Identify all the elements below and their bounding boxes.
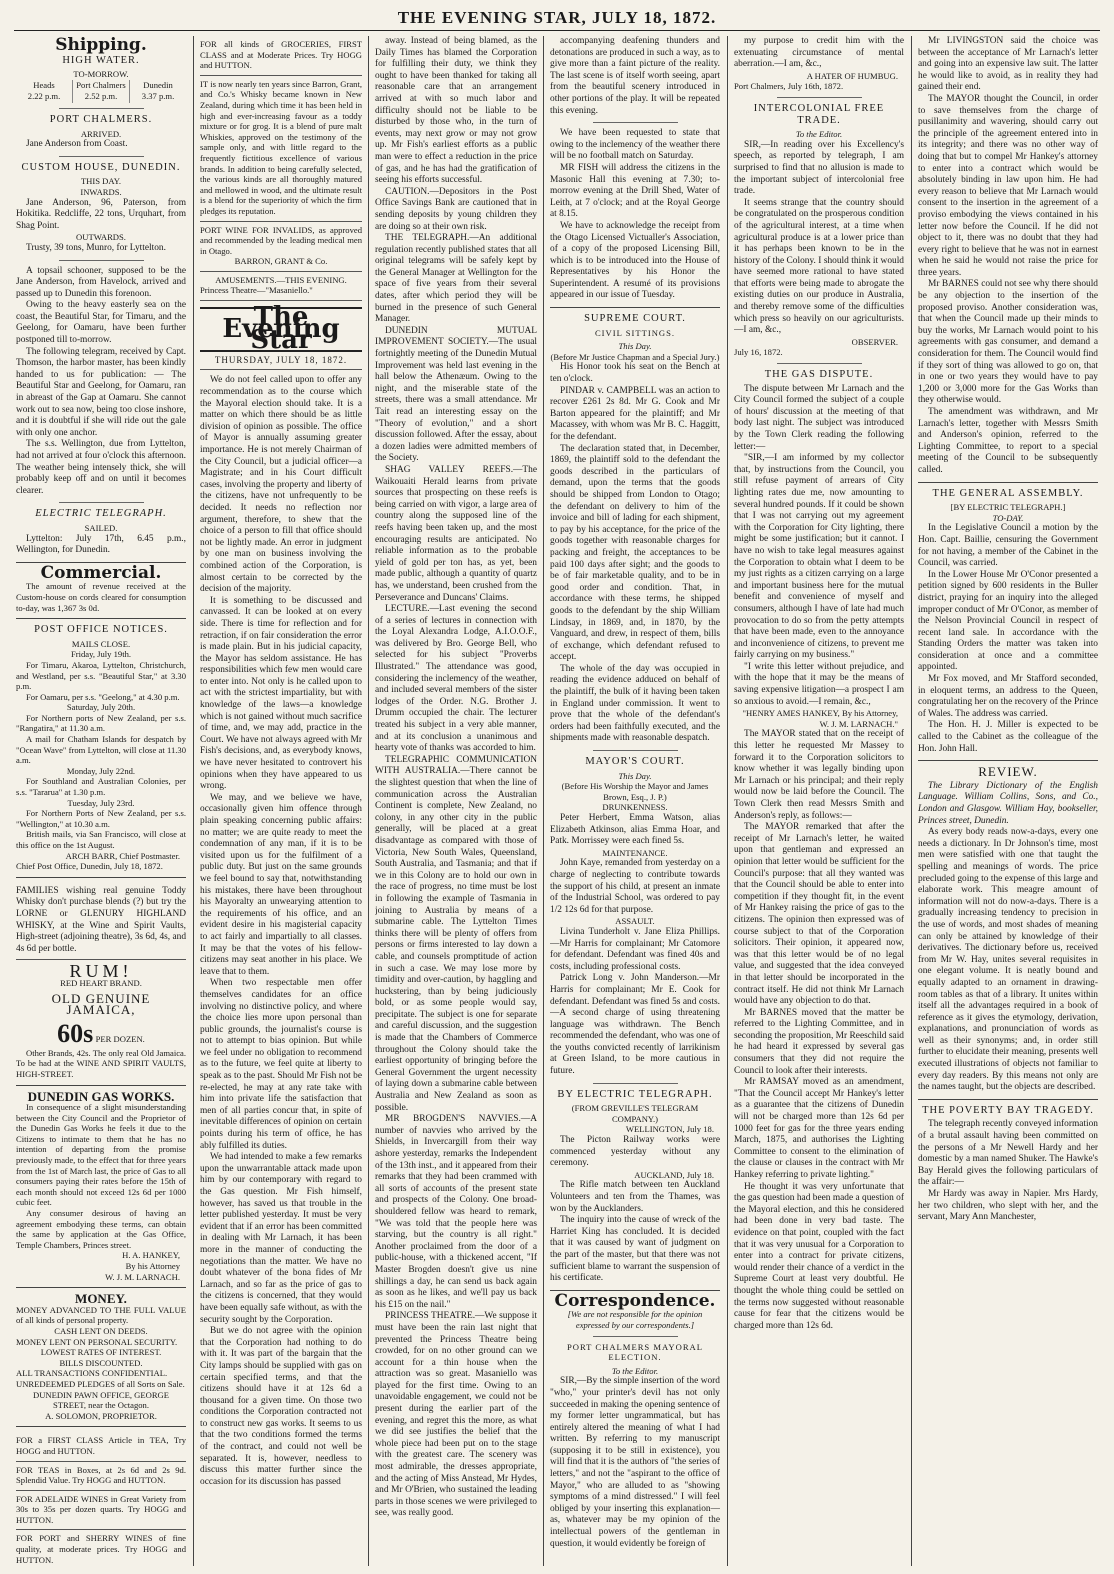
- money-line: MONEY ADVANCED TO THE FULL VALUE of all kinds of personal property.: [16, 1304, 186, 1326]
- greville-label: (FROM GREVILLE'S TELEGRAM COMPANY.): [571, 1103, 699, 1124]
- gas-dispute-signature: "HENRY AMES HANKEY, By his Attorney, W. J. M. LARNACH.": [742, 708, 898, 729]
- money-line: MONEY LENT ON PERSONAL SECURITY.: [16, 1336, 178, 1347]
- shipping-paragraph: A topsail schooner, supposed to be the Jane Anderson, from Havelock, arrived and passed up to Dunedin this forenoon.: [16, 265, 186, 299]
- inwards-label: INWARDS.: [80, 186, 122, 197]
- gas-works-text: In consequence of a slight misunderstanding between the City Council and the Proprietor of the Dunedin Gas Works he feels it due to the Citizens to intimate to them that he has no intention of departing from the promise previously made, to the effect that for three years from the 1st of March last, the price of Gas to all consumers paying their rates before the 15th of each month should not exceed 12s 6d per 1000 cubic feet.: [16, 1102, 186, 1208]
- news-paragraph: MR FISH will address the citizens in the Masonic Hall this evening at 7.30; to-morrow evening at the Drill Shed, Water of Leith, at 7 o'clock; and at the Royal George at 8.15.: [550, 162, 720, 220]
- news-paragraph: We have been requested to state that owing to the inclemency of the weather there will be no football match on Saturday.: [550, 128, 720, 162]
- column-rule: [193, 36, 194, 1566]
- news-paragraph: PRINCESS THEATRE.—We suppose it must have been the rain last night that prevented the Princess Theatre being crowded, for on no other ground can we account for a thin house when the attraction was so great. Masaniello was played for the first time. Owing to an unavoidable engagement, we could not be present during the earlier part of the evening, and regret this the more, as what we did see justifies the belief that the whole piece had been put on to the stage with the greatest care. The scenery was most admirable, the dresses appropriate, and the acting of Miss Anstead, Mr Hydes, and Mr O'Brien, who sustained the leading parts in those scenes we were privileged to see, was really good.: [375, 1311, 537, 1519]
- gas-works-heading: DUNEDIN GAS WORKS.: [27, 1088, 175, 1104]
- shipping-paragraph: Owing to the heavy easterly sea on the coast, the Beautiful Star, for Timaru, and the Geelong, for Oamaru, have been further postponed till to-morrow.: [16, 300, 186, 346]
- whisky-ad: IT is now nearly ten years since Barron, Grant, and Co.'s Whisky became known in New Zealand, during which time it has been held in high and ever-increasing favour as a toddy mixture or for grog. It is a blend of pure malt Whiskies, approved on the testimony of the sample only, and with little regard to the frequently fictitious excellence of various brands. In addition to being carefully selected, the various kinds are all thoroughly matured and mellowed in wood, and the ultimate result is a blend for the superiority of which the firm pledges its reputation.: [200, 76, 362, 222]
- mail-item: British mails, via San Francisco, will close at this office on the 1st August.: [16, 829, 186, 850]
- mail-item: A mail for Chatham Islands for despatch by "Ocean Wave" from Lyttelton, will close at 11.30 a.m.: [16, 734, 186, 766]
- mail-day: Friday, July 19th.: [70, 649, 132, 660]
- column-3: [375, 36, 537, 1566]
- money-line: CASH LENT ON DEEDS.: [54, 1325, 148, 1336]
- masthead: THE EVENING STAR, JULY 18, 1872.: [397, 8, 717, 27]
- amusements-heading: AMUSEMENTS.—THIS EVENING.: [215, 274, 347, 285]
- poverty-bay-heading: THE POVERTY BAY TRAGEDY.: [922, 1104, 1094, 1116]
- gas-dispute-paragraph: The MAYOR stated that on the receipt of this letter he requested Mr Massey to forward it to the Corporation solicitors to know whether it was legally binding upon Mr Larnach or his principal; and their reply would now be laid before the Council. The Town Clerk then read Messrs Smith and Anderson's reply, as follows:—: [734, 729, 904, 821]
- outwards-label: OUTWARDS.: [76, 232, 126, 243]
- port-chalmers-election-heading: PORT CHALMERS MAYORAL ELECTION.: [566, 1341, 704, 1363]
- sailed-label: SAILED.: [84, 522, 118, 533]
- mail-item: For Northern ports of New Zealand, per s.s. "Rangatira," at 11.30 a.m.: [16, 712, 186, 734]
- ic-text: SIR,—In reading over his Excellency's speech, as reported by telegraph, I am surprised to find that no allusion is made to the important subject of intercolonial free trade.: [734, 139, 904, 197]
- mail-item: For Oamaru, per s.s. "Geelong," at 4.30 p.m.: [26, 691, 180, 702]
- tide-heads: Heads 2.22 p.m.: [27, 79, 61, 102]
- gas-dispute-paragraph: Mr RAMSAY moved as an amendment, "That the Council accept Mr Hankey's letter as a guarantee that the citizens of Dunedin will not be charged more than 12s 6d per 1000 feet for gas for the three years ending March, 1875, and authorises the Lighting Committee to consent to the elimination of the clause or clauses in the contract with Mr Hankey referring to private lighting.": [734, 1077, 904, 1180]
- shipping-paragraph: The s.s. Wellington, due from Lyttelton, had not arrived at four o'clock this afternoon. The weather being intensely thick, she will probably keep off and on until it becomes clearer.: [16, 439, 186, 496]
- mail-item: For Timaru, Akaroa, Lyttelton, Christchurch, and Westland, per s.s. "Beautiful Star," at 3.30 p.m.: [16, 659, 186, 692]
- mail-item: For Northern Ports of New Zealand, per s.s. "Wellington," at 10.30 a.m.: [16, 808, 186, 829]
- assembly-paragraph: Mr Fox moved, and Mr Stafford seconded, in eloquent terms, an address to the Queen, congratulating her on the recovery of the Prince of Wales. The address was carried.: [918, 674, 1098, 719]
- families-whisky-ad: FAMILIES wishing real genuine Toddy Whisky don't purchase blends (?) but try the LORNE or GLENURY HIGHLAND WHISKY, at the Wine and Spirit Vaults, High-street (adjoining theatre), 3s 6d, 4s, and 4s 6d per bottle.: [16, 883, 186, 961]
- column-2: [200, 36, 362, 1566]
- news-paragraph: away. Instead of being blamed, as the Daily Times has blamed the Corporation for fulfilling their duty, we think they ought to have been thanked for taking all reasonable care that an arrangement arrived at with so much labor and difficulty should not be liable to be disturbed by those who, in the turn of events, may next grow or may not grow up. Mr Fish's earliest efforts as a public man were to effect a reduction in the price of gas, and he has had the gratification of seeing his efforts successful.: [375, 36, 537, 186]
- column-rule: [368, 36, 369, 1566]
- tide-port-chalmers: Port Chalmers 2.52 p.m.: [72, 80, 129, 103]
- review-text: As every body reads now-a-days, every one needs a dictionary. In Dr Johnson's time, most men were satisfied with one that taught the spelling and meanings of words. The price precluded going to the expense of this large and elaborate work. This meagre amount of information will not do now-a-days. There is a gradually increasing tendency to precision in the use of words, and most shades of meaning can only be attained by knowledge of their derivatives. The dictionary before us, received from Mr W. Hay, unites several requisites in one elegant volume. It is neatly bound and equally adapted to an ornament in drawing-room tables as that of a library. It unites within itself all the advantages required in a book of reference as it gives the etymology, derivation, explanations, and pronunciation of words as well as their synonyms; and, in order still further to elucidate their meaning, presents well executed illustrations of objects not familiar to every day readers. By this means not only are the names taught, but the objects are described.: [918, 827, 1098, 1093]
- gas-dispute-paragraph: The amendment was withdrawn, and Mr Larnach's letter, together with Messrs Smith and Anderson's opinion, referred to the Lighting Committee, to report to a special meeting of the Council to be subsequently called.: [918, 407, 1098, 475]
- column-5: [734, 36, 904, 1566]
- ic-to-editor: To the Editor.: [795, 129, 843, 140]
- assault-text: Patrick Long v. John Manderson.—Mr Harris for complainant; Mr E. Cook for defendant. Defendant was fined 5s and costs.—A second charge of using threatening language was withdrawn. The Bench recommended the defendant, who was one of the youths convicted recently of larrikinism at Green Island, to be more cautious in future.: [550, 973, 720, 1077]
- ga-source: [BY ELECTRIC TELEGRAPH.]: [950, 502, 1066, 513]
- column-rule: [543, 36, 544, 1566]
- drunkenness-text: Peter Herbert, Emma Watson, alias Elizabeth Atkinson, alias Emma Hoar, and Patk. Morrissey were each fined 5s.: [550, 813, 720, 847]
- news-paragraph: TELEGRAPHIC COMMUNICATION WITH AUSTRALIA.—There cannot be the slightest question that when the line of communication across the Australian Continent is complete, New Zealand, no colony, in any other city in the public generally, will be placed at a great disadvantage as compared with those of Victoria, New South Wales, Queensland, South Australia, and Tasmania; and that if we in this Colony are to hold our own in the race of progress, no time must be lost in following the example of Tasmania in joining to Australia by means of a submarine cable. The Lyttelton Times thinks there will be plenty of offers from persons or firms interested to lay down a cable, and counsels promptitude of action in such a case. We may lose more by timidity and over-caution, by haggling and huckstering, than by being judiciously bold, or as some people would say, precipitate. The subject is one for separate and careful discussion, and the suggestion is made that the Chambers of Commerce throughout the Colony should take the earliest opportunity of bringing before the General Government the urgent necessity of laying down a submarine cable between Australia and New Zealand as soon as possible.: [375, 754, 537, 1113]
- ga-today: TO-DAY.: [992, 512, 1024, 523]
- mail-day: Monday, July 22nd.: [66, 765, 136, 776]
- newspaper-nameplate: The Evening Star: [200, 307, 362, 352]
- outwards-text: Trusty, 39 tons, Munro, for Lyttelton.: [26, 242, 166, 253]
- letter-end: my purpose to credit him with the extenuating circumstance of mental aberration.—I am, &c.,: [734, 36, 904, 70]
- auckland-dateline: AUCKLAND, July 18.: [634, 1169, 714, 1180]
- mails-close-label: MAILS CLOSE.: [71, 638, 131, 649]
- gas-dispute-paragraph: The MAYOR remarked that after the receipt of Mr Larnach's letter, he waited upon that gentleman and expressed an opinion that letter would be sufficient for the Council's purpose: that all they wanted was that the Council should be able to enter into competition if they thought fit, in the event of Mr Hankey raising the price of gas to the citizens. The opinion then expressed was of course subject to that of the Corporation solicitors. Their opinion, it appeared now, was that this letter would be of no legal value, and suggested that the idea conveyed in that letter should be incorporated in the contract itself. He did not think Mr Larnach would have any objection to do that.: [734, 822, 904, 1007]
- news-paragraph: THE TELEGRAPH.—An additional regulation recently published states that all original telegrams will be safely kept by the General Manager at Wellington for the space of five years from their several dates, after which period they will be burned in the presence of such General Manager.: [375, 233, 537, 325]
- hogg-ad-adelaide-wines: FOR ADELAIDE WINES in Great Variety from 30s to 35s per dozen quarts. Try HOGG and HUTTON.: [16, 1491, 186, 1531]
- letter-text: SIR,—By the simple insertion of the word "who," your printer's devil has not only succeeded in making the opening sentence of my former letter ungrammatical, but has entirely altered the meaning of what I had written. By referring to my manuscript (supposing it to be still in existence), you will find that it is the authors of "the series of letters," and not the "aspirant to the office of Mayor," who are alluded to as "showing symptoms of a mind distressed." I will feel obliged by your inserting this explanation—as, whatever may be my opinion of the intellectual powers of the gentleman in question, it would evidently be foreign of: [550, 1376, 720, 1549]
- hogg-ad-tea: FOR a FIRST CLASS Article in TEA, Try HOGG and HUTTON.: [16, 1432, 186, 1461]
- gas-dispute-paragraph: The dispute between Mr Larnach and the City Council formed the subject of a couple of hours' discussion at the meeting of that body last night. The subject was introduced by the Town Clerk reading the following letter:—: [734, 383, 904, 452]
- gas-dispute-heading: THE GAS DISPUTE.: [764, 369, 874, 381]
- money-ad: [16, 1305, 186, 1422]
- court-paragraph: PINDAR v. CAMPBELL was an action to recover £261 2s 8d. Mr G. Cook and Mr Barton appeared for the plaintiff; and Mr Macassey, with whom was Mr B. C. Haggitt, for the defendant.: [550, 385, 720, 442]
- news-paragraph: CAUTION.—Depositors in the Post Office Savings Bank are cautioned that in sending deposits by young children they are doing so at their own risk.: [375, 186, 537, 232]
- gas-works-signature: By his Attorney: [125, 1261, 180, 1271]
- poverty-bay-text: The telegraph recently conveyed information of a brutal assault having been committed on the persons of a Mr Newell Hardy and her domestic by a man named Shuker. The Hawke's Bay Herald gives the following particulars of the affair:—: [918, 1119, 1098, 1188]
- sailed-text: Lyttelton: July 17th, 6.45 p.m., Wellington, for Dunedin.: [16, 533, 186, 556]
- assembly-paragraph: In the Legislative Council a motion by the Hon. Capt. Baillie, censuring the Government for not having, a member of the Cabinet in the Council, was carried.: [918, 523, 1098, 569]
- review-heading: REVIEW.: [978, 764, 1038, 780]
- court-paragraph: The whole of the day was occupied in reading the evidence adduced on behalf of the plaintiff, the bulk of it having been taken in England under commission. It went to prove that the whole of the defendant's orders had been faithfully executed, and the shipments made with reasonable despatch.: [550, 663, 720, 744]
- gas-works-signature: W. J. M. LARNACH.: [105, 1271, 180, 1282]
- assembly-paragraph: In the Lower House Mr O'Conor presented a petition signed by 600 residents in the Buller district, praying for an inquiry into the alleged improper conduct of Mr O'Conor, as member of the Nelson Provincial Council in respect of recent land sale. In accordance with the Standing Orders the matter was taken into consideration at once and a committee appointed.: [918, 569, 1098, 673]
- supreme-court-heading: SUPREME COURT.: [584, 313, 686, 325]
- amusements-text: Princess Theatre—"Masaniello.": [200, 285, 313, 296]
- arrived-label: ARRIVED.: [80, 128, 122, 139]
- news-paragraph: MR BROGDEN'S NAVVIES.—A number of navvies who arrived by the Shields, in Invercargill from their way ashore yesterday, remarks the Independent of the 13th inst., and it appeared from their remarks that they had been crammed with all sorts of accounts of the present state and prospects of the Colony. One broad-shouldered fellow was heard to remark, "We was told that the people here was starving, but the country is all right." Another proclaimed from the door of a public-house, with a thickened accent, "If Master Brogden doesn't give us nine shillings a day, he can send us back again as soon as he likes, and we'll pay us back his £15 on the nail.": [375, 1114, 537, 1310]
- post-office-heading: POST OFFICE NOTICES.: [34, 624, 168, 636]
- news-paragraph: DUNEDIN MUTUAL IMPROVEMENT SOCIETY.—The usual fortnightly meeting of the Dunedin Mutual Improvement was held last evening in the hall below the Athenæum. Owing to the night, and the miserable state of the streets, there was a small attendance. Mr Tait read an interesting essay on the "Theory of evolution," and a short discussion followed. After the essay, about a dozen ladies were admitted members of the Society.: [375, 325, 537, 464]
- court-paragraph: His Honor took his seat on the Bench at ten o'clock.: [550, 362, 720, 385]
- ic-signature: OBSERVER.: [851, 336, 898, 347]
- gas-dispute-paragraph: "I write this letter without prejudice, and with the hope that it may be the means of saving expensive litigation—a prospect I am so anxious to avoid.—I remain, &c.,: [734, 661, 904, 707]
- inwards-text: Jane Anderson, 96, Paterson, from Hokitika. Redcliffe, 22 tons, Urquhart, from Shag Point.: [16, 197, 186, 231]
- arrived-text: Jane Anderson from Coast.: [26, 139, 128, 150]
- mails-list: [16, 649, 186, 850]
- port-wine-ad: PORT WINE FOR INVALIDS, as approved and recommended by the leading medical men in Otago. BARRON, GRANT & Co.: [200, 222, 362, 272]
- letter-place: Port Chalmers, July 16th, 1872.: [734, 81, 844, 92]
- column-rule: [911, 36, 912, 1566]
- drunkenness-label: DRUNKENNESS.: [602, 802, 668, 813]
- money-line: A. SOLOMON, PROPRIETOR.: [45, 1410, 157, 1421]
- money-line: LOWEST RATES OF INTEREST.: [40, 1347, 162, 1358]
- column-rule: [727, 36, 728, 1566]
- gas-dispute-paragraph: The MAYOR thought the Council, in order to save themselves from the charge of pusillanimity and wavering, should carry out the principle of the agreement entered into in its integrity; and there was no other way of doing that but to compel Mr Hankey's attorney to enter into a contract which would be absolutely binding in law upon him. He had every reason to believe that Mr Larnach would consent to the insertion in the agreement of a proviso embodying the views contained in his letter now before the Council. If he did not object to it, there was no doubt that they had every right to believe that he was not in earnest when he said he would not raise the price for three years.: [918, 93, 1098, 278]
- correspondence-note: [We are not responsible for the opinion expressed by our correspondents.]: [567, 1309, 703, 1330]
- other-brands-text: Other Brands, 42s. The only real Old Jamaica. To be had at the WINE AND SPIRIT VAULTS, HIGH-STREET.: [16, 1047, 186, 1079]
- column-4: [550, 36, 720, 1566]
- wellington-dateline: WELLINGTON, July 18.: [625, 1124, 714, 1135]
- civil-sittings-heading: CIVIL SITTINGS.: [594, 327, 676, 338]
- general-assembly-heading: THE GENERAL ASSEMBLY.: [932, 487, 1084, 499]
- port-chalmers-heading: PORT CHALMERS.: [49, 113, 153, 125]
- gas-dispute-paragraph: Mr BARNES could not see why there should be any objection to the insertion of the proposed proviso. Another consideration was, that when the Council made up their minds to buy the works, Mr Larnach would point to his agreements with gas consumer, and demand a consideration for them. The Council would find if they sort of thing was allowed to go on, that in one or two years they would have to pay 1,200 or 3,000 more for the Gas Works than they otherwise would.: [918, 279, 1098, 406]
- sc-before: (Before Mr Justice Chapman and a Special Jury.): [550, 351, 720, 362]
- correspondence-heading: Correspondence.: [554, 1290, 716, 1311]
- column-6: [918, 36, 1098, 1566]
- amusements-ad: [200, 272, 362, 301]
- commercial-heading: Commercial.: [40, 562, 162, 583]
- custom-house-heading: CUSTOM HOUSE, DUNEDIN.: [21, 161, 181, 173]
- issue-dateline: THURSDAY, JULY 18, 1872.: [200, 355, 362, 371]
- this-day-label: THIS DAY.: [80, 176, 122, 187]
- editorial-paragraph: We had intended to make a few remarks upon the unwarrantable attack made upon him by our contemporary with regard to the Gas question. Mr Fish himself, however, has saved us that trouble in the letter published yesterday. It must be very evident that if an error has been committed in dealing with Mr Larnach, it has been more in the manner of conducting the negotiations than the matter. We have no doubt whatever of the bona fides of Mr Larnach, and so far as the price of gas to the citizens is concerned, that they would have been equally safe without, as with the security sought by the Corporation.: [200, 1152, 362, 1325]
- money-line: UNREDEEMED PLEDGES of all Sorts on Sale.: [16, 1378, 185, 1389]
- letter-signature: A HATER OF HUMBUG.: [806, 70, 898, 81]
- news-paragraph: accompanying deafening thunders and detonations are produced in such a way, as to give more than a faint picture of the reality. The last scene is of itself worth seeing, apart from the beautiful scenery introduced in other portions of the play. It will be repeated this evening.: [550, 36, 720, 116]
- gas-dispute-paragraph: "SIR,—I am informed by my collector that, by instructions from the Council, you still refuse payment of arrears of City lighting rates due me, now amounting to several hundred pounds. If it could be shown that I was not carrying out my agreement with the Corporation for City lighting, there might be some justification; but it cannot. I have no wish to take legal measures against the Corporation to obtain what I deem to be my just rights as a citizen carrying on a large and important business here for the mutual benefit and convenience of myself and consumers, although I have of late had much provocation to do so from the petty attempts that have been made, even to the annoyance and inconvenience of citizens, to prevent me fairly carrying on my business.": [734, 453, 904, 661]
- jamaica-heading: OLD GENUINE JAMAICA,: [51, 990, 151, 1018]
- high-water-heading: HIGH WATER.: [62, 54, 140, 66]
- by-electric-telegraph-heading: BY ELECTRIC TELEGRAPH.: [557, 1088, 713, 1100]
- telegraph-text: The inquiry into the cause of wreck of the Harriet King has concluded. It is decided that it was caused by want of judgment on the part of the master, but that there was not sufficient blame to warrant the suspension of his certificate.: [550, 1215, 720, 1284]
- sc-this-day: This Day.: [618, 341, 652, 352]
- ic-text: It seems strange that the country should be congratulated on the prosperous condition of the agricultural interest, at a time when agricultural produce is at a lower price than it has perhaps been known to be in the history of the Colony. I should think it would have seemed more rational to have stated that efforts were being made to abrogate the existing duties on our produce in Australia, and thereby remove some of the difficulties which press so heavily on our agriculturists.—I am, &c.,: [734, 197, 904, 336]
- gas-works-signature: H. A. HANKEY,: [122, 1250, 180, 1261]
- news-paragraph: SHAG VALLEY REEFS.—The Waikouaiti Herald learns from private sources that prospecting on these reefs is being carried on with vigor, a large area of country along the supposed line of the reefs having been taken up, and the most encouraging results are anticipated. No reliable information as to the probable yield of gold per ton has, as yet, been made public, although a quantity of quartz has, we understand, been crushed from the Perseverance and Duncans' Claims.: [375, 464, 537, 603]
- poverty-bay-text: Mr Hardy was away in Napier. Mrs Hardy, her two children, who slept with her, and the servant, Mary Ann Manchester,: [918, 1189, 1098, 1223]
- shipping-heading: Shipping.: [55, 36, 147, 55]
- mail-day: Saturday, July 20th.: [66, 702, 136, 713]
- maintenance-text: John Kaye, remanded from yesterday on a charge of neglecting to contribute towards the support of his child, at present an inmate of the Industrial School, was ordered to pay 1/2 12s 6d for that purpose.: [550, 858, 720, 915]
- column-1: [16, 36, 186, 1566]
- rum-price: 60s: [57, 1018, 94, 1048]
- assault-label: ASSAULT.: [615, 916, 655, 927]
- intercolonial-heading: INTERCOLONIAL FREE TRADE.: [753, 102, 885, 126]
- groceries-ad: FOR all kinds of GROCERIES, FIRST CLASS and at Moderate Prices. Try HOGG and HUTTON.: [200, 36, 362, 76]
- red-heart-label: RED HEART BRAND.: [60, 977, 142, 988]
- mc-this-day: This Day.: [618, 770, 652, 781]
- hogg-ad-port-sherry: FOR PORT and SHERRY WINES of fine quality, at moderate prices. Try HOGG and HUTTON.: [16, 1530, 186, 1566]
- mayors-court-heading: MAYOR'S COURT.: [585, 756, 685, 768]
- money-line: ALL TRANSACTIONS CONFIDENTIAL.: [16, 1368, 168, 1379]
- money-heading: MONEY.: [75, 1291, 127, 1307]
- commercial-text: The amount of revenue received at the Custom-house on cords cleared for consumption to-day, was 1,367 3s 0d.: [16, 581, 186, 613]
- masthead-rule: [14, 30, 1100, 31]
- hogg-ad-teas-boxes: FOR TEAS in Boxes, at 2s 6d and 2s 9d. Splendid Value. Try HOGG and HUTTON.: [16, 1462, 186, 1491]
- assembly-paragraph: The Hon. H. J. Miller is expected to be called to the Cabinet as the colleague of the Hon. John Hall.: [918, 720, 1098, 754]
- news-paragraph: We have to acknowledge the receipt from the Otago Licensed Victualler's Association, of a copy of the proposed Licensing Bill, which is to be introduced into the House of Representatives by his Honor the Superintendent. A resumé of its provisions appeared in our issue of Tuesday.: [550, 220, 720, 301]
- review-book-title: The Library Dictionary of the English Language. William Collins, Sons, and Co., London and Glasgow. William Hay, bookseller, Princes street, Dunedin.: [918, 780, 1098, 826]
- ic-date: July 16, 1872.: [734, 347, 783, 358]
- postmaster-signature: ARCH BARR, Chief Postmaster.: [65, 850, 180, 861]
- mail-item: For Southland and Australian Colonies, per s.s. "Tararua" at 1.30 p.m.: [16, 776, 186, 798]
- telegraph-text: The Rifle match between ten Auckland Volunteers and ten from the Thames, was won by the Aucklanders.: [550, 1180, 720, 1214]
- mc-before: (Before His Worship the Mayor and James Brown, Esq., J. P.): [561, 781, 709, 802]
- editorial-paragraph: When two respectable men offer themselves candidates for an office involving no distinctive policy, and where the choice lies more upon personal than public grounds, the journalist's course is not to attempt to bias opinion. But while we feel under no obligation to recommend as to the future, we feel quite at liberty to speak as to the past. Should Mr Fish not be re-elected, he may at any rate take with him into private life the satisfaction that men of all parties concur that, in spite of inevitable differences of opinion on certain points during his term of office, he has ably fulfilled its duties.: [200, 978, 362, 1151]
- court-paragraph: The declaration stated that, in December, 1869, the plaintiff sold to the defendant the goods described in the particulars of demand, upon the terms that the goods should be shipped from London to Otago; the defendant on delivery to him of the invoice and bill of lading for each shipment, to pay by his acceptance, for the price of the goods together with reasonable charges for packing and freight, the acceptances to be paid 100 days after sight; and the goods to be of fair marketable quality, and to be in good order and condition. That, in accordance with these terms, he shipped goods to the defendant by the ship William Lindsay, in 1869, and, in 1870, by the Vanguard, and drew, in respect of them, bills of exchange, which defendant refused to accept.: [550, 443, 720, 663]
- gas-dispute-paragraph: Mr LIVINGSTON said the choice was between the acceptance of Mr Larnach's letter and going into an expensive law suit. The latter he would like to avoid, as in reality they had gained their end.: [918, 36, 1098, 93]
- to-editor-label: To the Editor.: [611, 1365, 659, 1376]
- port-wine-signature: BARRON, GRANT & Co.: [234, 256, 328, 267]
- postmaster-place: Chief Post Office, Dunedin, July 18, 1872.: [16, 861, 163, 872]
- gas-dispute-paragraph: He thought it was very unfortunate that the gas question had been made a question of the Mayoral election, and this he considered had been done in very bad taste. The evidence on that point, coupled with the fact that it was very unusual for a Corporation to enter into a contract for private citizens, would render their chance of a verdict in the Supreme Court at least very doubtful. He thought the whole thing could be settled on the terms now suggested without reasonable cause for fear that the citizens would be charged more than 12s 6d.: [734, 1181, 904, 1331]
- rum-heading: RUM!: [69, 961, 133, 982]
- per-dozen-label: PER DOZEN.: [95, 1033, 145, 1044]
- editorial-paragraph: It is something to be discussed and canvassed. It can be looked at on every side. There is time for reflection and for retraction, if on fair consideration the error is made plain. But in his judicial capacity, the Mayor has seldom assistance. He has responsibilities which few men would care to enter into. Not only is he called upon to act with the strictest impartiality, but with knowledge of the laws—a knowledge which is not gained without much sacrifice of time, and, we may add, practice in the Court. We have not always agreed with Mr Fish's decisions, and, as everybody knows, we have never hesitated to controvert his opinions when they have appeared to us wrong.: [200, 595, 362, 792]
- assault-text: Livina Tunderholt v. Jane Eliza Phillips.—Mr Harris for complainant; Mr Catomore for defendant. Defendant was fined 40s and costs, including professional costs.: [550, 926, 720, 972]
- money-line: DUNEDIN PAWN OFFICE, GEORGE STREET, near the Octagon.: [32, 1389, 170, 1411]
- telegraph-text: The Picton Railway works were commenced yesterday without any ceremony.: [550, 1135, 720, 1169]
- tomorrow-label: TO-MORROW.: [73, 69, 129, 80]
- news-paragraph: LECTURE.—Last evening the second of a series of lectures in connection with the Loyal Alexandra Lodge, A.I.O.O.F., was delivered by Bro. George Bell, who selected for his subject "Proverbs Illustrated." The attendance was good, considering the inclemency of the weather, and included several members of the sister lodges of the Order. N.G. Brother J. Drumm occupied the chair. The lecturer treated his subject in a very able manner, and at its conclusion a unanimous and hearty vote of thanks was accorded to him.: [375, 604, 537, 754]
- editorial-paragraph: But we do not agree with the opinion that the Corporation had nothing to do with it. It was part of the bargain that the City lamps should be supplied with gas on certain specified terms, and that the citizens should have it at 12s 6d a thousand for a given time. On those two conditions the Corporation contracted not to construct new gas works. It seems to us that the two conditions formed the terms of the contract, and could not well be separated. It is, however, needless to discuss this matter further since the occasion for its discussion has passed: [200, 1326, 362, 1487]
- maintenance-label: MAINTENANCE.: [602, 847, 668, 858]
- electric-telegraph-heading: ELECTRIC TELEGRAPH.: [35, 508, 167, 520]
- money-line: BILLS DISCOUNTED.: [59, 1357, 143, 1368]
- gas-works-text: Any consumer desirous of having an agreement embodying these terms, can obtain the same by application at the Gas Office, Temple Chambers, Princes street.: [16, 1208, 186, 1250]
- tide-dunedin: Dunedin 3.37 p.m.: [129, 80, 186, 103]
- shipping-paragraph: The following telegram, received by Capt. Thomson, the harbor master, has been kindly handed to us for publication: — The Beautiful Star and Geelong, for Oamaru, ran in abreast of the Gap at Oamaru. She cannot work out to sea now, being too close inshore, and it is doubtful if she will ride out the gale with only one anchor.: [16, 346, 186, 438]
- gas-dispute-paragraph: Mr BARNES moved that the matter be referred to the Lighting Committee, and in seconding the proposition, Mr Reeschild said he had heard it expressed by several gas consumers that they did not require the Council to look after their interests.: [734, 1007, 904, 1076]
- mail-day: Tuesday, July 23rd.: [67, 797, 135, 808]
- tide-table: [16, 80, 186, 103]
- editorial-paragraph: We do not feel called upon to offer any recommendation as to the course which the Mayoral election should take. It is a matter on which there should be as little division of opinion as possible. The office of Mayor is annually assuming greater importance. He is not merely Chairman of the City Council, but a judicial officer—a Magistrate; and in his Court difficult cases, involving the property and liberty of the citizens, have not unfrequently to be decided. It needs no reflection nor argument, therefore, to shew that the choice of a person to fill that office should not be lightly made. An error in judgment by one man on business involving the combined action of the Corporation, is almost certain to be corrected by the decision of the majority.: [200, 375, 362, 595]
- editorial-paragraph: We may, and we believe we have, occasionally given him offence through plain speaking concerning public affairs: no matter; we are quite ready to meet the condemnation of any man, if it is to be visited upon us for the fulfilment of a public duty. But just on the same grounds we feel bound to say that, notwithstanding his mistakes, there have been throughout his Mayoralty an unwearying attention to the requirements of his office, and an evident desire in his magisterial capacity to act fairly and impartially to all classes. It may be that the votes of his fellow-citizens may seat another in his place. We leave that to them.: [200, 792, 362, 977]
